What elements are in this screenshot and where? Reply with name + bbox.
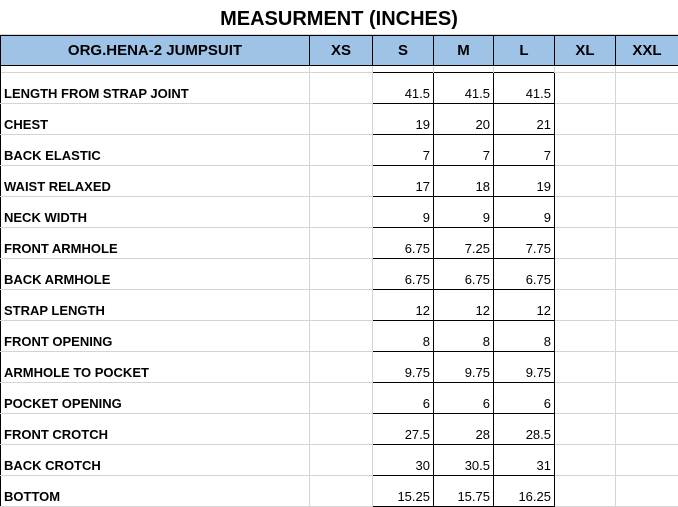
size-l-cell[interactable]: 19 [494,166,555,197]
header-size-s[interactable]: S [373,36,434,66]
size-s-cell[interactable]: 9 [373,197,434,228]
table-body [1,66,678,507]
measurement-label-cell[interactable]: BOTTOM [1,476,310,507]
measurement-label-cell[interactable]: CHEST [1,104,310,135]
size-xs-cell[interactable] [310,166,373,197]
table-row [1,228,678,259]
size-m-cell[interactable]: 7.25 [434,228,494,259]
size-xl-cell[interactable] [555,228,616,259]
header-style-name[interactable]: ORG.HENA-2 JUMPSUIT [1,36,310,66]
spacer-cell [373,66,434,73]
size-s-cell[interactable]: 41.5 [373,73,434,104]
measurement-label-cell[interactable]: FRONT ARMHOLE [1,228,310,259]
size-s-cell[interactable]: 30 [373,445,434,476]
measurement-label-cell[interactable]: LENGTH FROM STRAP JOINT [1,73,310,104]
size-xs-cell[interactable] [310,259,373,290]
size-xl-cell[interactable] [555,321,616,352]
size-xs-cell[interactable] [310,383,373,414]
measurement-label-cell[interactable]: BACK ARMHOLE [1,259,310,290]
header-size-xl[interactable]: XL [555,36,616,66]
size-xxl-cell[interactable] [616,414,678,445]
size-xxl-cell[interactable] [616,166,678,197]
measurement-label-cell[interactable]: POCKET OPENING [1,383,310,414]
size-xs-cell[interactable] [310,321,373,352]
spacer-cell [494,66,555,73]
size-l-cell[interactable]: 16.25 [494,476,555,507]
size-m-cell[interactable]: 20 [434,104,494,135]
table-row [1,321,678,352]
size-l-cell[interactable]: 31 [494,445,555,476]
table-row [1,166,678,197]
size-m-cell[interactable]: 7 [434,135,494,166]
size-s-cell[interactable]: 6.75 [373,259,434,290]
size-m-cell[interactable]: 8 [434,321,494,352]
size-xs-cell[interactable] [310,414,373,445]
size-m-cell[interactable]: 41.5 [434,73,494,104]
size-m-cell[interactable]: 28 [434,414,494,445]
size-m-cell[interactable]: 30.5 [434,445,494,476]
size-xl-cell[interactable] [555,135,616,166]
size-s-cell[interactable]: 17 [373,166,434,197]
size-xl-cell[interactable] [555,166,616,197]
size-xxl-cell[interactable] [616,73,678,104]
header-size-xxl[interactable]: XXL [616,36,678,66]
size-s-cell[interactable]: 15.25 [373,476,434,507]
table-row [1,352,678,383]
measurement-label-cell[interactable]: FRONT OPENING [1,321,310,352]
measurement-label-cell[interactable]: BACK CROTCH [1,445,310,476]
size-xxl-cell[interactable] [616,197,678,228]
header-size-m[interactable]: M [434,36,494,66]
size-xl-cell[interactable] [555,445,616,476]
header-size-l[interactable]: L [494,36,555,66]
header-row [1,36,678,66]
size-m-cell[interactable]: 15.75 [434,476,494,507]
size-m-cell[interactable]: 6 [434,383,494,414]
table-row [1,104,678,135]
size-xl-cell[interactable] [555,259,616,290]
spacer-cell [616,66,678,73]
size-xxl-cell[interactable] [616,321,678,352]
measurement-label-cell[interactable]: ARMHOLE TO POCKET [1,352,310,383]
size-s-cell[interactable]: 12 [373,290,434,321]
size-m-cell[interactable]: 9.75 [434,352,494,383]
size-l-cell[interactable]: 21 [494,104,555,135]
size-xxl-cell[interactable] [616,445,678,476]
table-row [1,135,678,166]
size-s-cell[interactable]: 6 [373,383,434,414]
sheet-title: MEASURMENT (INCHES) [0,0,678,35]
size-xxl-cell[interactable] [616,290,678,321]
table-row [1,445,678,476]
size-l-cell[interactable]: 9 [494,197,555,228]
size-xl-cell[interactable] [555,383,616,414]
size-l-cell[interactable]: 6 [494,383,555,414]
size-s-cell[interactable]: 8 [373,321,434,352]
size-l-cell[interactable]: 9.75 [494,352,555,383]
size-s-cell[interactable]: 9.75 [373,352,434,383]
size-m-cell[interactable]: 9 [434,197,494,228]
size-xs-cell[interactable] [310,104,373,135]
measurement-label-cell[interactable]: NECK WIDTH [1,197,310,228]
size-l-cell[interactable]: 6.75 [494,259,555,290]
measurement-label-cell[interactable]: WAIST RELAXED [1,166,310,197]
table-row [1,73,678,104]
spacer-row [1,66,678,73]
table-row [1,197,678,228]
measurement-label-cell[interactable]: BACK ELASTIC [1,135,310,166]
size-s-cell[interactable]: 6.75 [373,228,434,259]
size-l-cell[interactable]: 12 [494,290,555,321]
size-xxl-cell[interactable] [616,383,678,414]
size-xl-cell[interactable] [555,352,616,383]
spacer-cell [555,66,616,73]
size-xs-cell[interactable] [310,197,373,228]
spacer-cell [1,66,310,73]
size-xs-cell[interactable] [310,135,373,166]
size-s-cell[interactable]: 7 [373,135,434,166]
size-l-cell[interactable]: 7.75 [494,228,555,259]
table-row [1,383,678,414]
size-xl-cell[interactable] [555,197,616,228]
size-xxl-cell[interactable] [616,352,678,383]
size-xl-cell[interactable] [555,414,616,445]
size-xxl-cell[interactable] [616,104,678,135]
table-row [1,259,678,290]
size-xs-cell[interactable] [310,445,373,476]
size-l-cell[interactable]: 8 [494,321,555,352]
size-s-cell[interactable]: 19 [373,104,434,135]
size-xl-cell[interactable] [555,73,616,104]
size-xs-cell[interactable] [310,73,373,104]
size-xxl-cell[interactable] [616,135,678,166]
spacer-cell [310,66,373,73]
size-xs-cell[interactable] [310,228,373,259]
size-xxl-cell[interactable] [616,259,678,290]
size-xl-cell[interactable] [555,104,616,135]
size-m-cell[interactable]: 6.75 [434,259,494,290]
spacer-cell [434,66,494,73]
size-xs-cell[interactable] [310,352,373,383]
table-row [1,290,678,321]
measurement-table [0,35,678,507]
size-xl-cell[interactable] [555,290,616,321]
size-l-cell[interactable]: 28.5 [494,414,555,445]
size-m-cell[interactable]: 18 [434,166,494,197]
size-s-cell[interactable]: 27.5 [373,414,434,445]
table-row [1,414,678,445]
measurement-label-cell[interactable]: FRONT CROTCH [1,414,310,445]
measurement-label-cell[interactable]: STRAP LENGTH [1,290,310,321]
size-xs-cell[interactable] [310,290,373,321]
size-m-cell[interactable]: 12 [434,290,494,321]
size-xxl-cell[interactable] [616,228,678,259]
header-size-xs[interactable]: XS [310,36,373,66]
size-l-cell[interactable]: 41.5 [494,73,555,104]
size-l-cell[interactable]: 7 [494,135,555,166]
